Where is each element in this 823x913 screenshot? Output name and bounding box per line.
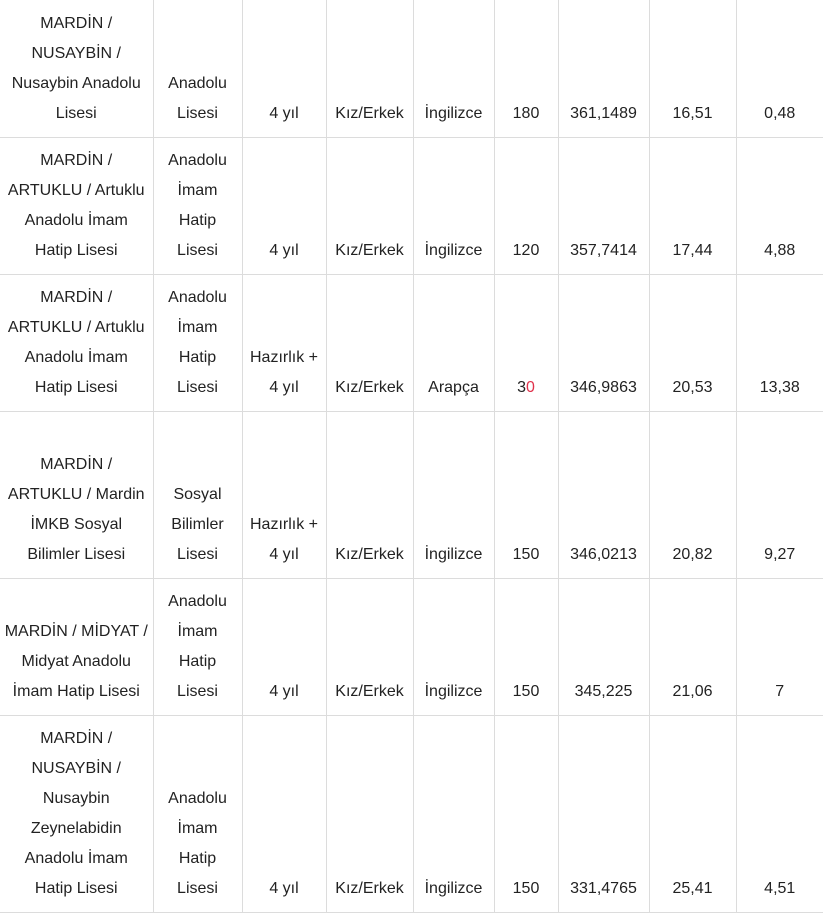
duration-cell: Hazırlık + 4 yıl <box>242 412 326 579</box>
language-cell: İngilizce <box>413 716 494 913</box>
school-type-cell: Anadolu İmam Hatip Lisesi <box>153 275 242 412</box>
percentile-cell: 16,51 <box>649 0 736 138</box>
quota-cell: 180 <box>494 0 558 138</box>
quota-cell: 30 <box>494 275 558 412</box>
language-cell: Arapça <box>413 275 494 412</box>
duration-cell: 4 yıl <box>242 0 326 138</box>
school-type-cell: Anadolu İmam Hatip Lisesi <box>153 579 242 716</box>
gender-cell: Kız/Erkek <box>326 0 413 138</box>
gender-cell: Kız/Erkek <box>326 275 413 412</box>
quota-cell: 150 <box>494 716 558 913</box>
score-cell: 346,9863 <box>558 275 649 412</box>
gender-cell: Kız/Erkek <box>326 716 413 913</box>
score-cell: 331,4765 <box>558 716 649 913</box>
duration-cell: 4 yıl <box>242 579 326 716</box>
percentile-cell: 20,82 <box>649 412 736 579</box>
percentile-cell-2: 7 <box>736 579 823 716</box>
language-cell: İngilizce <box>413 579 494 716</box>
school-type-cell: Anadolu İmam Hatip Lisesi <box>153 138 242 275</box>
duration-cell: 4 yıl <box>242 716 326 913</box>
school-name-cell: MARDİN / ARTUKLU / Mardin İMKB Sosyal Bilimler Lisesi <box>0 412 153 579</box>
language-cell: İngilizce <box>413 0 494 138</box>
school-type-cell: Anadolu Lisesi <box>153 0 242 138</box>
school-name-cell: MARDİN / ARTUKLU / Artuklu Anadolu İmam Hatip Lisesi <box>0 138 153 275</box>
quota-cell: 150 <box>494 579 558 716</box>
quota-cell: 120 <box>494 138 558 275</box>
table-row <box>0 579 823 716</box>
school-name-cell: MARDİN / NUSAYBİN / Nusaybin Zeynelabidin Anadolu İmam Hatip Lisesi <box>0 716 153 913</box>
table-row <box>0 716 823 913</box>
percentile-cell: 21,06 <box>649 579 736 716</box>
gender-cell: Kız/Erkek <box>326 138 413 275</box>
table-row <box>0 138 823 275</box>
school-name-cell: MARDİN / ARTUKLU / Artuklu Anadolu İmam Hatip Lisesi <box>0 275 153 412</box>
score-cell: 346,0213 <box>558 412 649 579</box>
duration-cell: 4 yıl <box>242 138 326 275</box>
table-row <box>0 412 823 579</box>
school-type-cell: Anadolu İmam Hatip Lisesi <box>153 716 242 913</box>
score-cell: 361,1489 <box>558 0 649 138</box>
score-cell: 345,225 <box>558 579 649 716</box>
percentile-cell-2: 4,51 <box>736 716 823 913</box>
language-cell: İngilizce <box>413 412 494 579</box>
percentile-cell: 25,41 <box>649 716 736 913</box>
table-row <box>0 275 823 412</box>
quota-cell: 150 <box>494 412 558 579</box>
school-type-cell: Sosyal Bilimler Lisesi <box>153 412 242 579</box>
gender-cell: Kız/Erkek <box>326 579 413 716</box>
duration-cell: Hazırlık + 4 yıl <box>242 275 326 412</box>
score-cell: 357,7414 <box>558 138 649 275</box>
percentile-cell-2: 9,27 <box>736 412 823 579</box>
gender-cell: Kız/Erkek <box>326 412 413 579</box>
school-name-cell: MARDİN / MİDYAT / Midyat Anadolu İmam Hatip Lisesi <box>0 579 153 716</box>
language-cell: İngilizce <box>413 138 494 275</box>
percentile-cell: 17,44 <box>649 138 736 275</box>
percentile-cell-2: 0,48 <box>736 0 823 138</box>
school-name-cell: MARDİN / NUSAYBİN / Nusaybin Anadolu Lisesi <box>0 0 153 138</box>
quota-highlight: 0 <box>526 379 535 396</box>
percentile-cell: 20,53 <box>649 275 736 412</box>
table-row <box>0 0 823 138</box>
percentile-cell-2: 13,38 <box>736 275 823 412</box>
percentile-cell-2: 4,88 <box>736 138 823 275</box>
